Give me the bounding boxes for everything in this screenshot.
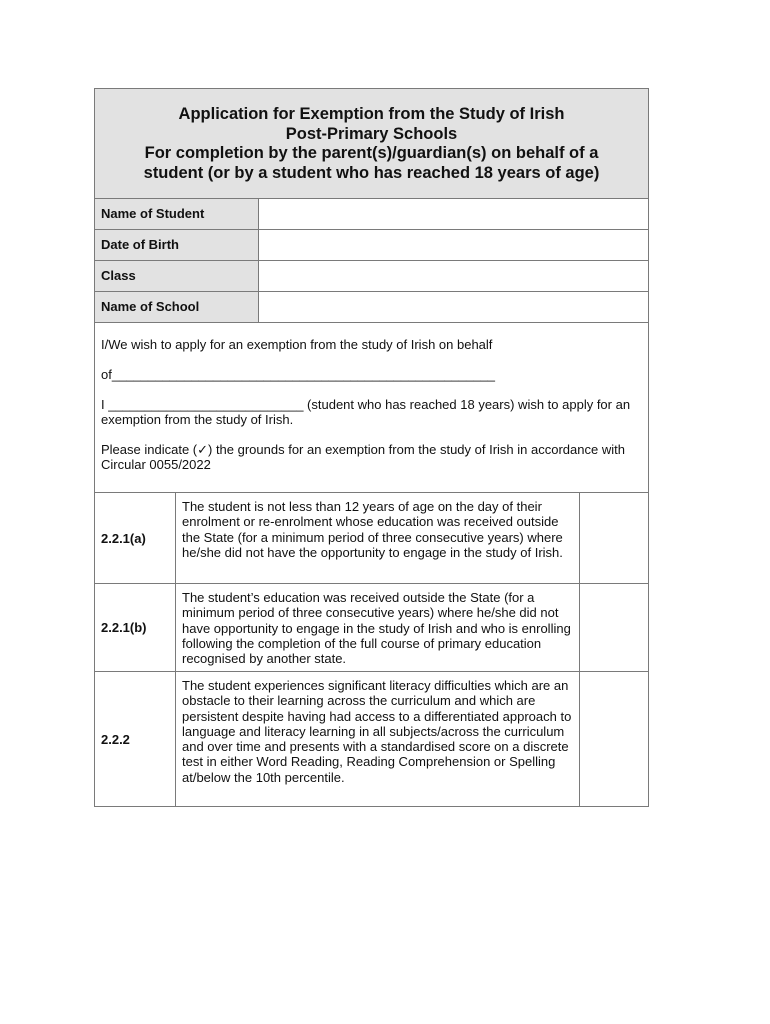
date-of-birth-field[interactable]: [259, 230, 648, 260]
declaration-self-text[interactable]: I ___________________________ (student who has reached 18 years) wish to apply for an exemption from the study of Irish.: [101, 397, 631, 427]
class-field[interactable]: [259, 261, 648, 291]
ground-row-2-2-1b: [95, 584, 648, 672]
class-row: [95, 261, 648, 292]
ground-description: The student experiences significant literacy difficulties which are an obstacle to their learning across the curriculum and which are persistent despite having had access to a differentiated approach to language and literacy learning in all subjects/across the curriculum and over time and presents with a standardised score on a discrete test in either Word Reading, Reading Comprehension or Spelling at/below the 10th percentile.: [176, 672, 580, 806]
student-name-field[interactable]: [259, 199, 648, 229]
date-of-birth-row: [95, 230, 648, 261]
ground-code: 2.2.2: [95, 672, 176, 806]
ground-description: The student’s education was received outside the State (for a minimum period of three consecutive years) where he/she did not have opportunity to engage in the study of Irish and who is enrolling following the completion of the full course of primary education recognised by another state.: [176, 584, 580, 671]
form-title: Application for Exemption from the Study of Irish: [178, 105, 565, 123]
declaration-behalf-text: I/We wish to apply for an exemption from the study of Irish on behalf: [101, 337, 493, 352]
ground-code: 2.2.1(a): [95, 493, 176, 583]
form-header: [95, 89, 648, 199]
school-name-label: Name of School: [95, 292, 259, 322]
ground-checkbox-2-2-1a[interactable]: [580, 493, 648, 583]
student-name-row: [95, 199, 648, 230]
grounds-instruction: Please indicate (✓) the grounds for an exemption from the study of Irish in accordance with Circular 0055/2022: [101, 442, 625, 472]
date-of-birth-label: Date of Birth: [95, 230, 259, 260]
school-name-row: [95, 292, 648, 323]
ground-description: The student is not less than 12 years of age on the day of their enrolment or re-enrolment whose education was received outside the State (for a minimum period of three consecutive years) where he/she did not have the opportunity to engage in the study of Irish.: [176, 493, 580, 583]
form-instruction-line2: student (or by a student who has reached 18 years of age): [143, 163, 600, 182]
class-label: Class: [95, 261, 259, 291]
ground-checkbox-2-2-1b[interactable]: [580, 584, 648, 671]
student-name-label: Name of Student: [95, 199, 259, 229]
school-name-field[interactable]: [259, 292, 648, 322]
form-subtitle: Post-Primary Schools: [285, 124, 458, 143]
ground-code: 2.2.1(b): [95, 584, 176, 671]
ground-checkbox-2-2-2[interactable]: [580, 672, 648, 806]
declaration-behalf-line[interactable]: of_____________________________________________________: [101, 367, 496, 382]
declaration-section: [95, 323, 648, 493]
ground-row-2-2-1a: [95, 493, 648, 584]
exemption-form: [94, 88, 649, 807]
ground-row-2-2-2: [95, 672, 648, 806]
form-instruction-line1: For completion by the parent(s)/guardian(s) on behalf of a: [144, 144, 599, 162]
